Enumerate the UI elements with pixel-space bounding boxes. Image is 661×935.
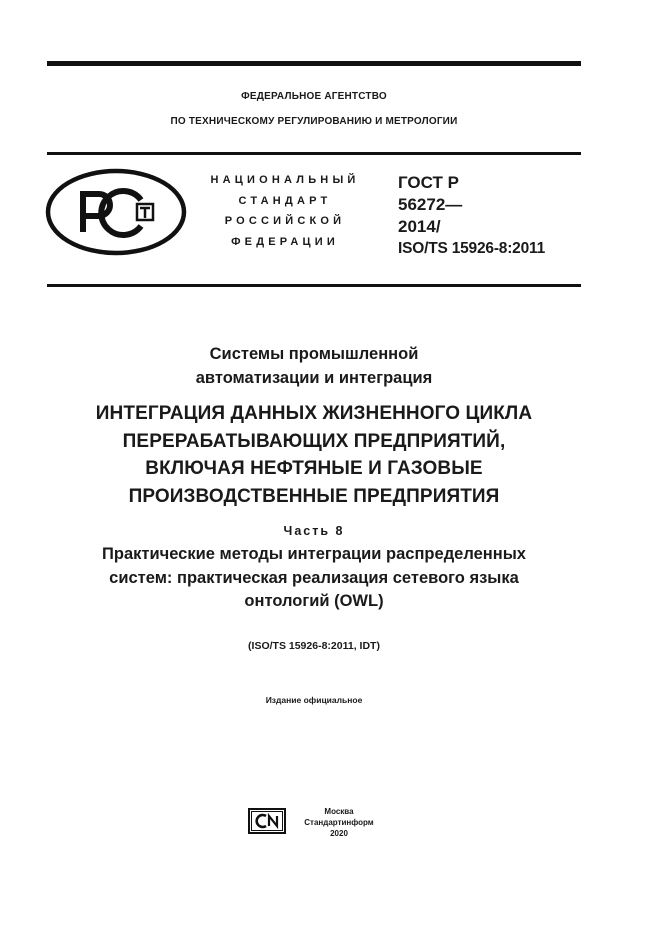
part-label: Часть 8: [283, 524, 345, 538]
part-title: [47, 543, 581, 614]
standartinform-logo-icon: [248, 808, 286, 834]
subtitle-line-1: Системы промышленной: [209, 345, 419, 363]
designation-line-4: ISO/TS 15926-8:2011: [398, 240, 545, 257]
part-title-line-2: систем: практическая реализация сетевого языка: [109, 568, 519, 587]
title-line-2: ПЕРЕРАБАТЫВАЮЩИХ ПРЕДПРИЯТИЙ,: [122, 430, 506, 452]
agency-line-1: ФЕДЕРАЛЬНОЕ АГЕНТСТВО: [241, 91, 387, 102]
title-line-1: ИНТЕГРАЦИЯ ДАННЫХ ЖИЗНЕННОГО ЦИКЛА: [95, 403, 533, 424]
standard-type-line-4: ФЕДЕРАЦИИ: [231, 235, 339, 248]
gost-r-logo-icon: [45, 168, 187, 256]
official-edition-label: Издание официальное: [265, 695, 363, 705]
subtitle-line-2: автоматизации и интеграция: [195, 369, 433, 387]
standard-type-line-2: СТАНДАРТ: [238, 194, 332, 207]
part-title-line-1: Практические методы интеграции распределенных: [102, 545, 526, 563]
document-subtitle: [47, 342, 581, 390]
title-divider: [47, 284, 581, 287]
standard-type-line-3: РОССИЙСКОЙ: [224, 215, 346, 227]
header-divider: [47, 152, 581, 155]
designation-line-2: 56272—: [398, 195, 463, 214]
title-line-3: ВКЛЮЧАЯ НЕФТЯНЫЕ И ГАЗОВЫЕ: [145, 458, 483, 479]
designation-line-1: ГОСТ Р: [398, 173, 459, 192]
standard-type-line-1: НАЦИОНАЛЬНЫЙ: [210, 174, 360, 186]
publication-year: 2020: [330, 829, 348, 838]
title-line-4: ПРОИЗВОДСТВЕННЫЕ ПРЕДПРИЯТИЯ: [128, 485, 500, 507]
iso-equivalence: (ISO/TS 15926-8:2011, IDT): [248, 640, 380, 652]
designation-line-3: 2014/: [398, 217, 441, 236]
publisher-name: Стандартинформ: [304, 818, 374, 827]
part-title-line-3: онтологий (OWL): [244, 592, 384, 610]
standard-designation: [398, 172, 588, 260]
top-rule: [47, 61, 581, 66]
publisher-city: Москва: [324, 807, 354, 816]
agency-line-2: ПО ТЕХНИЧЕСКОМУ РЕГУЛИРОВАНИЮ И МЕТРОЛОГИИ: [170, 116, 458, 127]
publisher-block: [294, 806, 384, 839]
document-title: [47, 400, 581, 510]
national-standard-label: [196, 170, 374, 252]
